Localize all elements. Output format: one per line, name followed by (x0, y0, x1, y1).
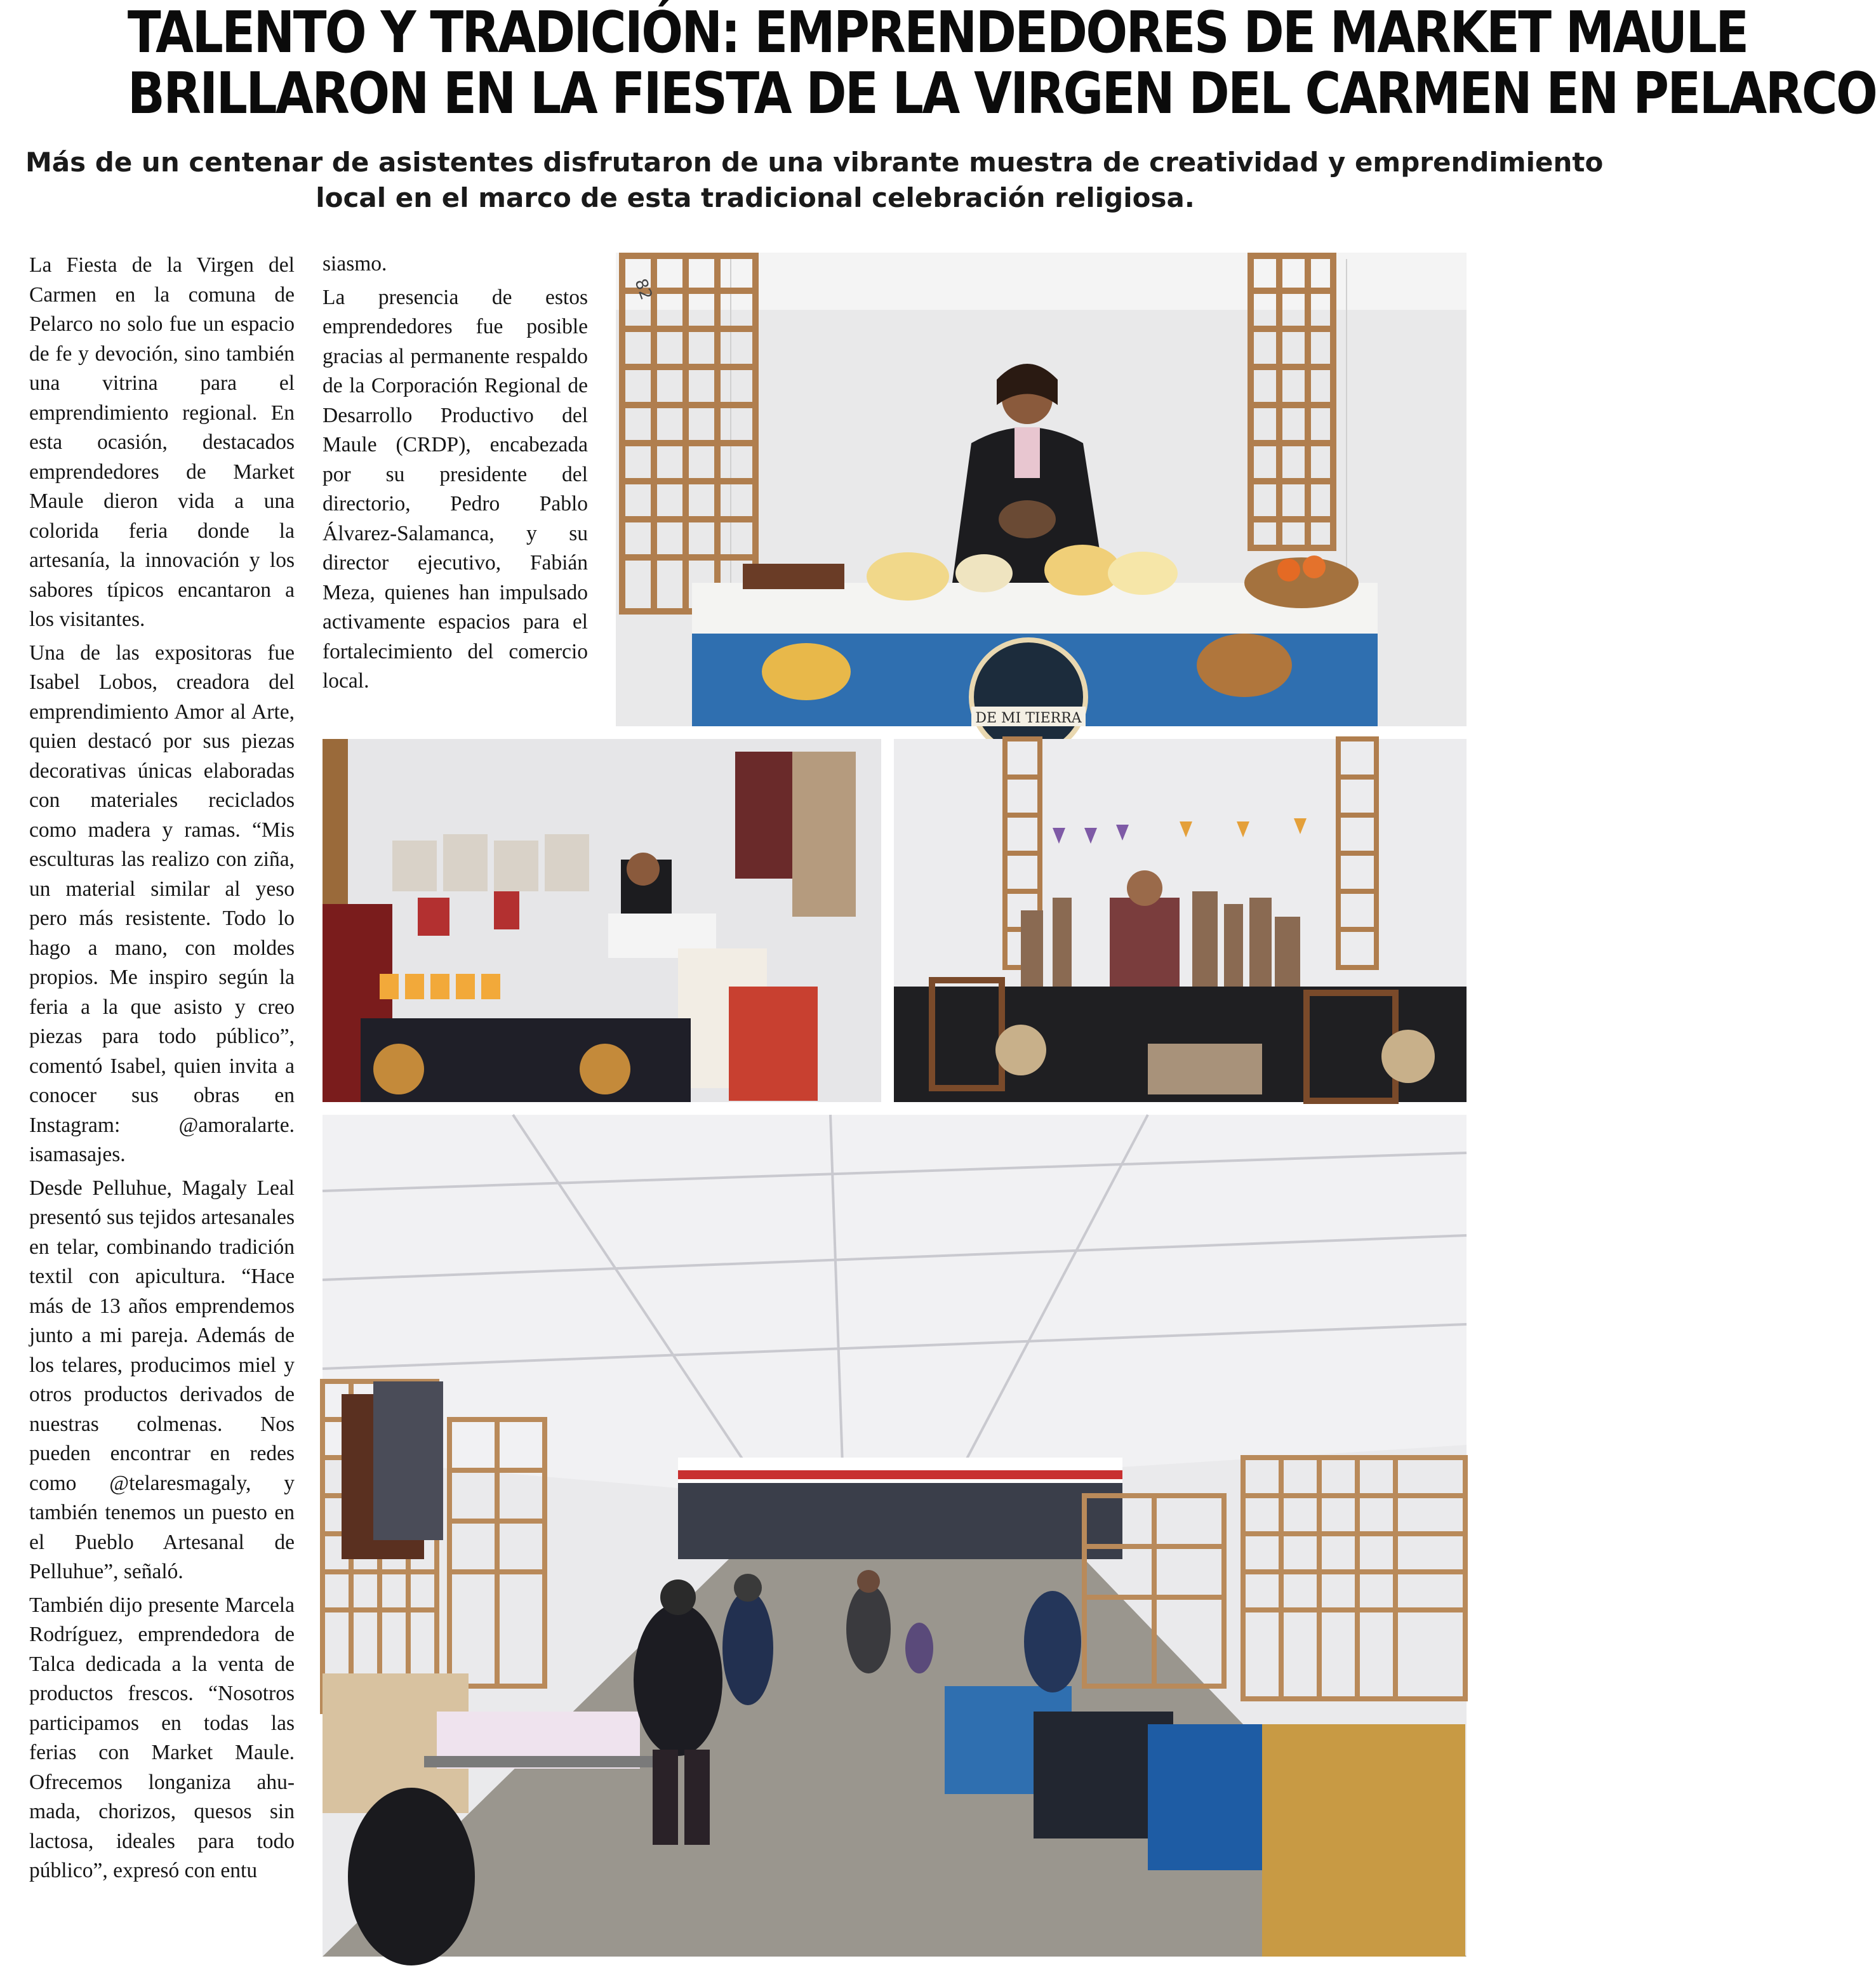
photo-textiles-stall (323, 739, 881, 1102)
paragraph: Una de las expositoras fue Isabel Lobos, creadora del emprendimiento Amor al Arte, quien destacó por sus piezas decorativas únicas elaboradas con materiales reciclados como madera y ramas. “Mis esculturas las realizo con ziña, un material similar al yeso pero más resistente. Todo lo hago a mano, con moldes propios. Me inspiro según la feria a la que asisto y creo piezas para todo público”, comentó Isabel, quien invita a conocer sus obras en Instagram: @amoralarte. isamasajes. (29, 641, 295, 1166)
article-column-1 (29, 251, 295, 1890)
article-column-2 (323, 249, 588, 700)
stall-number: 82 (630, 276, 656, 303)
photo-sculptures-stall (894, 739, 1467, 1102)
banner-text: DE MI TIERRA (975, 710, 1082, 726)
photo-fair-aisle (323, 1115, 1467, 1957)
subheadline-line-2: local en el marco de esta tradicional celebración religiosa. (316, 182, 1195, 213)
headline-line-1: TALENTO Y TRADICIÓN: EMPRENDEDORES DE MARKET MAULE (127, 0, 1748, 66)
paragraph: También dijo presente Marcela Rodríguez, emprendedora de Talca dedicada a la venta de productos frescos. “Nosotros participamos en todas las ferias con Market Maule. Ofrecemos longaniza ahumada, chorizos, quesos sin lactosa, ideales para todo público”, expresó con entu (29, 1593, 295, 1882)
paragraph: siasmo. (323, 252, 387, 276)
paragraph: Desde Pelluhue, Magaly Leal presentó sus tejidos artesanales en telar, combinando tradición textil con apicultura. “Hace más de 13 años emprendemos junto a mi pareja. Además de los telares, producimos miel y otros productos derivados de nuestras colmenas. Nos pueden encontrar en redes como @telaresmagaly, y también tenemos un puesto en el Pueblo Artesanal de Pelluhue”, señaló. (29, 1176, 295, 1583)
headline (127, 0, 1876, 127)
photo-cheese-stall (616, 253, 1467, 726)
paragraph: La Fiesta de la Virgen del Carmen en la comuna de Pelarco no solo fue un espacio de fe y devoción, sino también una vitrina para el emprendimiento regional. En esta ocasión, destacados emprendedores de Market Maule dieron vida a una colorida feria donde la artesanía, la innovación y los sabores típicos encantaron a los visitantes. (29, 253, 295, 631)
paragraph: La presencia de estos emprendedores fue posible gracias al permanente respaldo de la Corporación Regional de Desarrollo Productivo del Maule (CRDP), encabezada por su presidente del directorio, Pedro Pablo Álvarez-Salamanca, y su director ejecutivo, Fabián Meza, quienes han impulsado activamente espacios para el fortalecimiento del comercio local. (323, 285, 588, 693)
headline-line-2: BRILLARON EN LA FIESTA DE LA VIRGEN DEL CARMEN EN PELARCO (127, 60, 1876, 127)
subheadline (25, 145, 1604, 216)
subheadline-line-1: Más de un centenar de asistentes disfrutaron de una vibrante muestra de creatividad y emprendimiento (25, 147, 1604, 178)
